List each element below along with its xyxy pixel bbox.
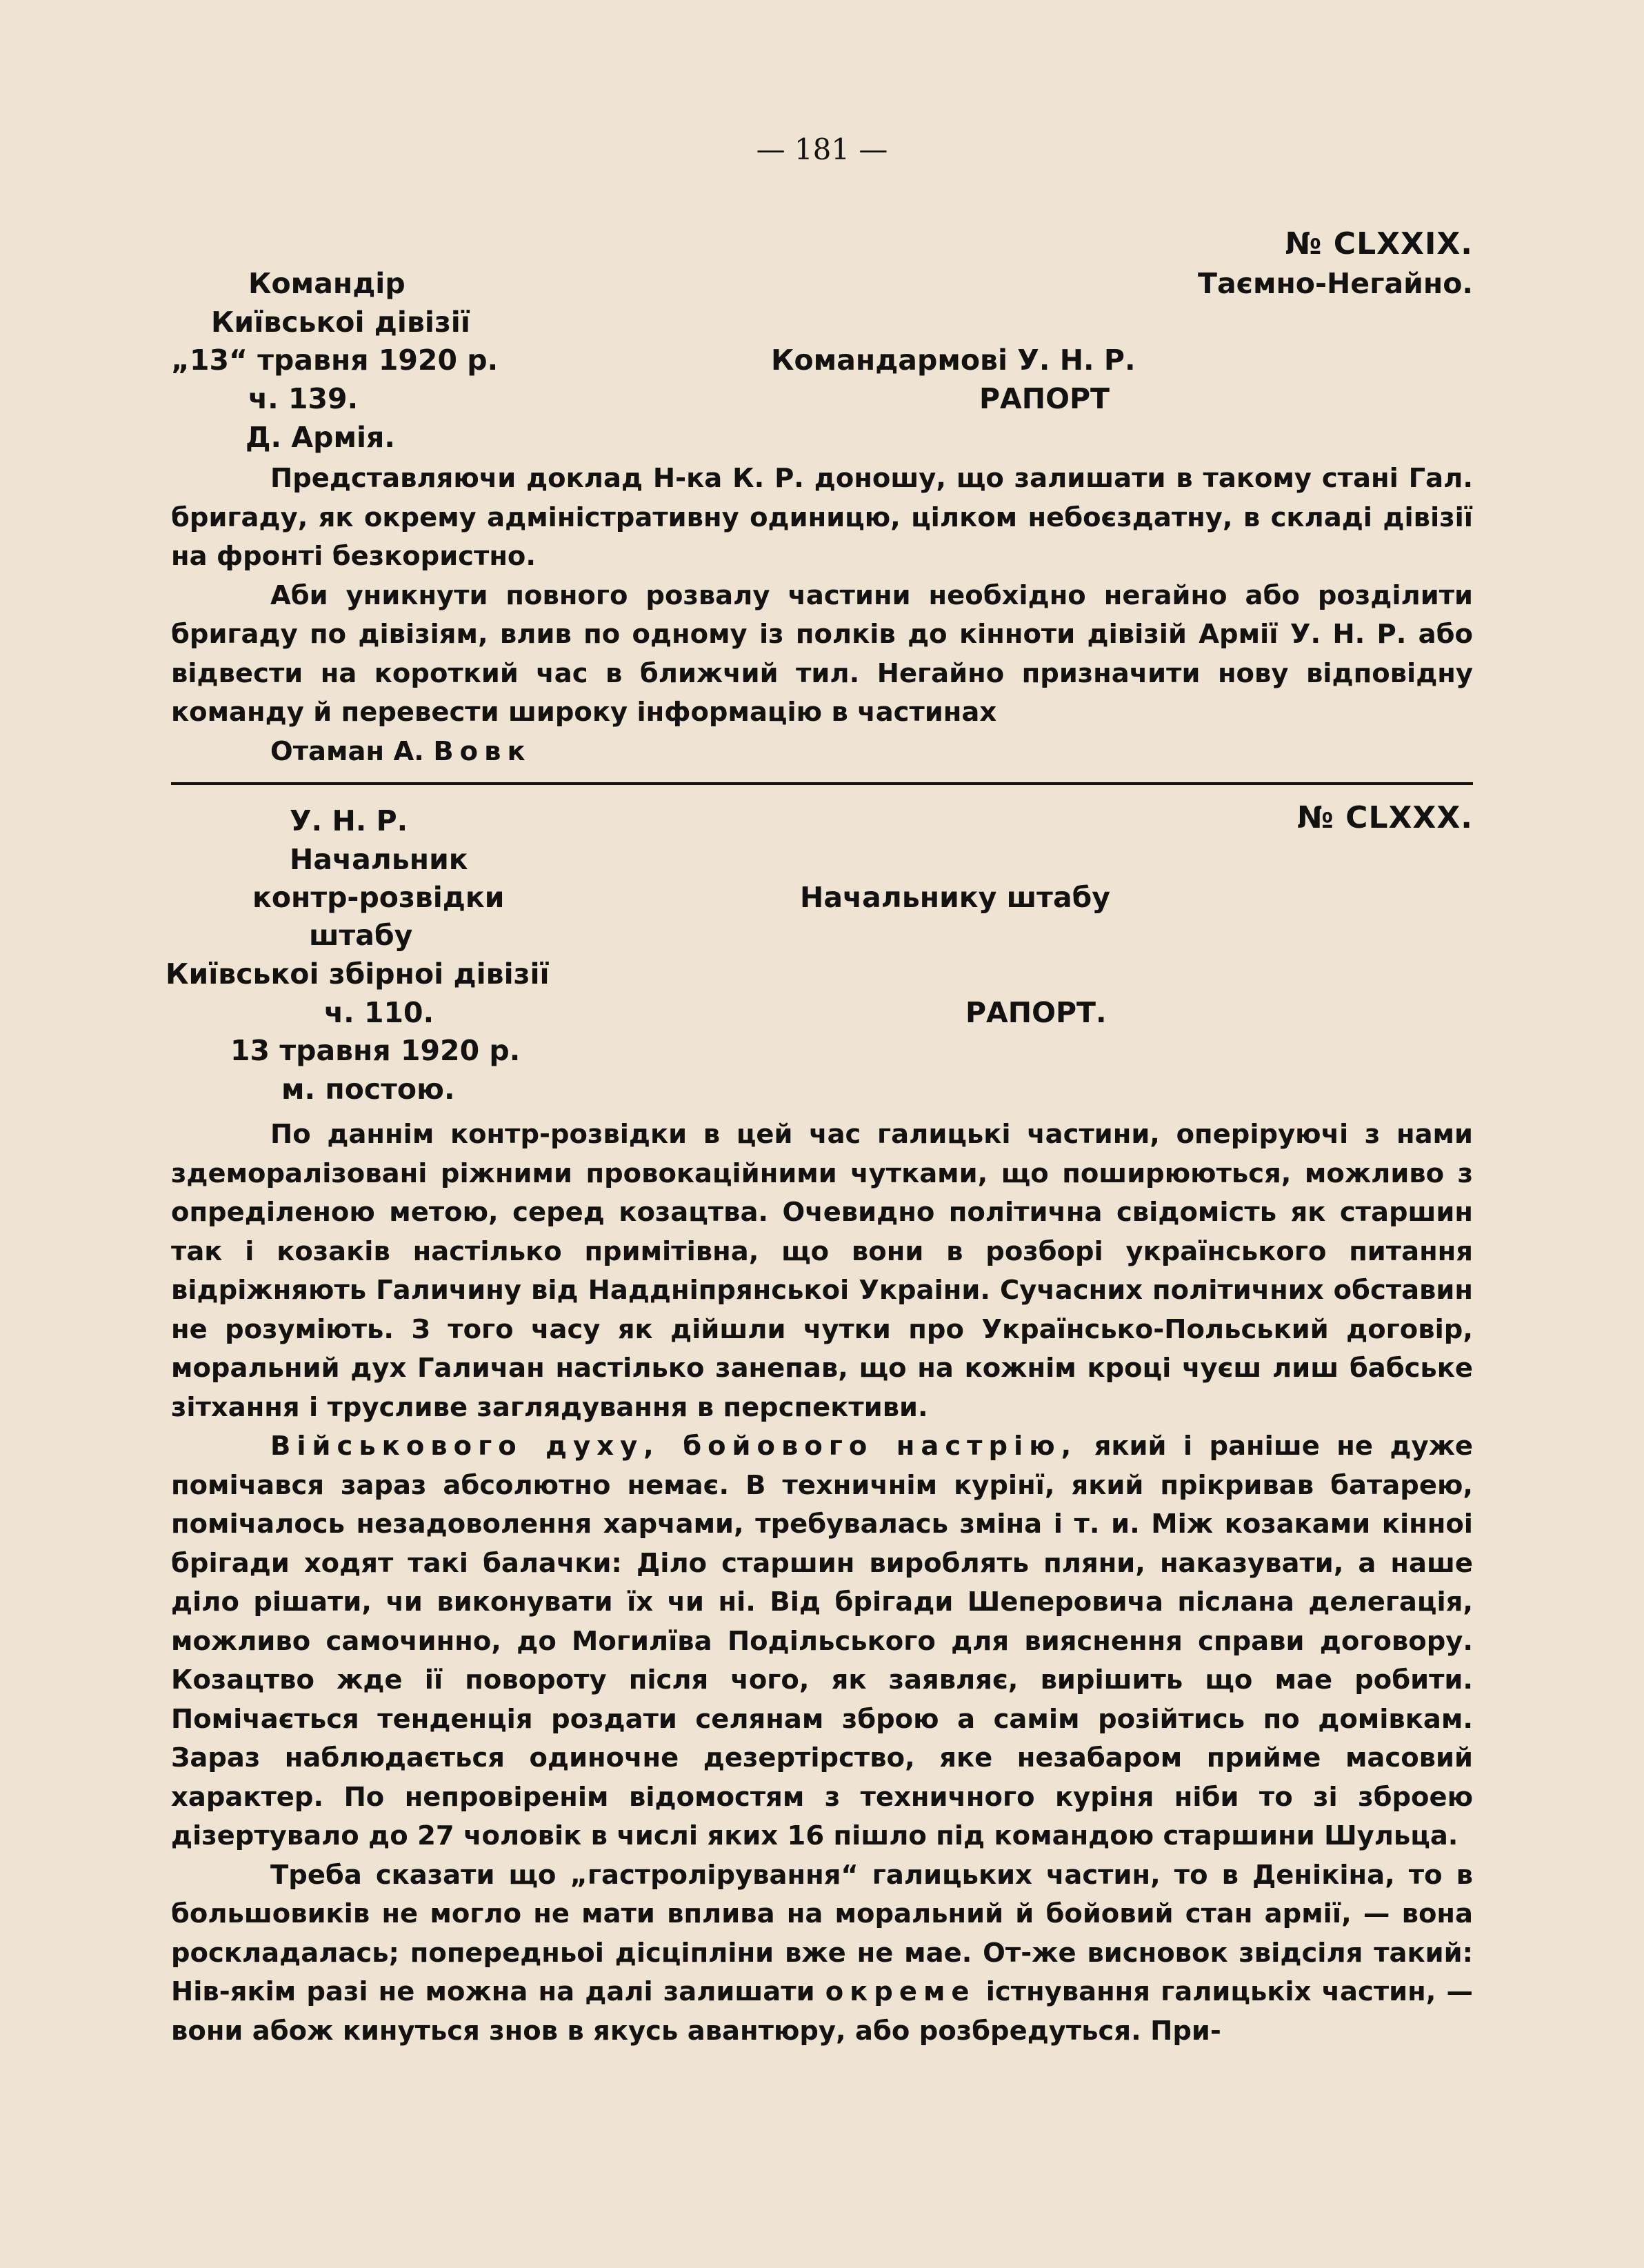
doc2-sender-line: контр-розвідки <box>252 881 505 914</box>
doc1-paragraph: Представляючи доклад Н-ка К. Р. доношу, що залишати в такому стані Гал. бригаду, як окрему адміністративну одиницю, цілком небоєздатну, в складі дівізії на фронті безкористно. <box>171 463 1473 572</box>
doc1-signature <box>171 733 1473 772</box>
doc2-sender-ref: ч. 110. <box>324 996 434 1029</box>
doc1-sender-date: „13“ травня 1920 р. <box>171 344 499 377</box>
doc2-sender-line: У. Н. Р. <box>290 804 408 837</box>
doc1-title: РАПОРТ <box>979 382 1110 415</box>
signature-name: Вовк <box>433 735 532 767</box>
spaced-emphasis: окреме <box>825 1976 976 2007</box>
doc1-addressee: Командармові У. Н. Р. <box>771 344 1136 377</box>
doc2-number: № CLXXX. <box>1296 800 1473 835</box>
doc1-classification: Таємно-Негайно. <box>1198 267 1473 300</box>
doc2-title: РАПОРТ. <box>965 996 1107 1029</box>
paragraph-text: який і раніше не дуже помічався зараз абсолютно немає. В техничнім курінї, який прікривав батарею, помічалось незадоволення харчами, требувалась зміна і т. и. Між козаками кінноі брігади ходят такі балачки: Діло старшин вироблять пляни, наказувати, а наше діло рішати, чи виконувати їх чи ні. Від брігади Шеперовича післана делегація, можливо самочинно, до Могилїва Подільського для вияснення справи договору. Козацтво жде ії повороту після чого, як заявляє, вирішить що мае робити. Помічається тенденція роздати селянам зброю а самім розійтись по домівкам. Зараз наблюдається одиночне дезертірство, яке незабаром прийме масовий характер. По непровіренім відомостям з техничного куріня ніби то зі зброею дізертувало до 27 чоловік в числі яких 16 пішло під командою старшини Шульца. <box>171 1431 1473 1851</box>
doc2-paragraph <box>171 1427 1473 1856</box>
doc2-addressee: Начальнику штабу <box>800 881 1110 914</box>
page-number: — 181 — <box>756 132 888 166</box>
signature-prefix: Отаман А. <box>270 735 424 767</box>
doc1-number: № CLXXIX. <box>1285 226 1473 261</box>
paragraph-text: Треба сказати що „гастролірування“ галицьких частин, то в Денікіна, то в большовиків не могло не мати вплива на моральний й бойовий стан армії, — вона роскладалась; попередньоі дісціпліни вже не мае. От-же висновок звідсіля такий: Нів-якім разі не можна на далі залишати <box>171 1859 1473 2007</box>
doc2-sender-line: Київськоі збірноі дівізії <box>166 957 550 991</box>
doc2-sender-line: штабу <box>309 919 413 952</box>
doc2-paragraph: По даннім контр-розвідки в цей час галицькі частини, оперіруючі з нами здеморалізовані ріжними провокаційними чутками, що поширюються, можливо з опреділеною метою, серед козацтва. Очевидно політична свідомість як старшин так і козаків настілько примітівна, що вони в розборі українського питання відріжняють Галичину від Наддніпрянськоі Украіни. Сучасних політичних обставин не розуміють. З того часу як дійшли чутки про Українсько-Польський договір, моральний дух Галичан настілько занепав, що на кожнім кроці чуєш лиш бабське зітхання і трусливе заглядування в перспективи. <box>171 1119 1473 1423</box>
doc1-paragraph: Аби уникнути повного розвалу частини необхідно негайно або розділити бригаду по дівізіям, влив по одному із полків до кінноти дівізій Армії У. Н. Р. або відвести на короткий час в ближчий тил. Негайно призначити нову відповідну команду й перевести широку інформацію в частинах <box>171 579 1473 728</box>
doc1-sender-ref: ч. 139. <box>248 382 359 415</box>
section-divider <box>171 782 1473 785</box>
doc2-body <box>171 1115 1473 2051</box>
doc1-sender-line: Київськоі дівізії <box>211 306 470 339</box>
doc2-sender-date: 13 травня 1920 р. <box>230 1034 521 1067</box>
spaced-emphasis: Військового духу, бойового настрію, <box>270 1431 1078 1462</box>
doc1-sender-line: Командір <box>248 267 405 300</box>
doc2-sender-line: м. постою. <box>281 1073 455 1106</box>
paragraph-text: істнування галицькіх частин, — вони абож кинуться знов в якусь авантюру, або розбредуться. При- <box>171 1976 1474 2047</box>
doc2-sender-line: Начальник <box>290 843 468 876</box>
doc1-sender-line: Д. Армія. <box>245 421 395 454</box>
doc2-paragraph <box>171 1856 1473 2051</box>
doc1-body <box>171 459 1473 771</box>
